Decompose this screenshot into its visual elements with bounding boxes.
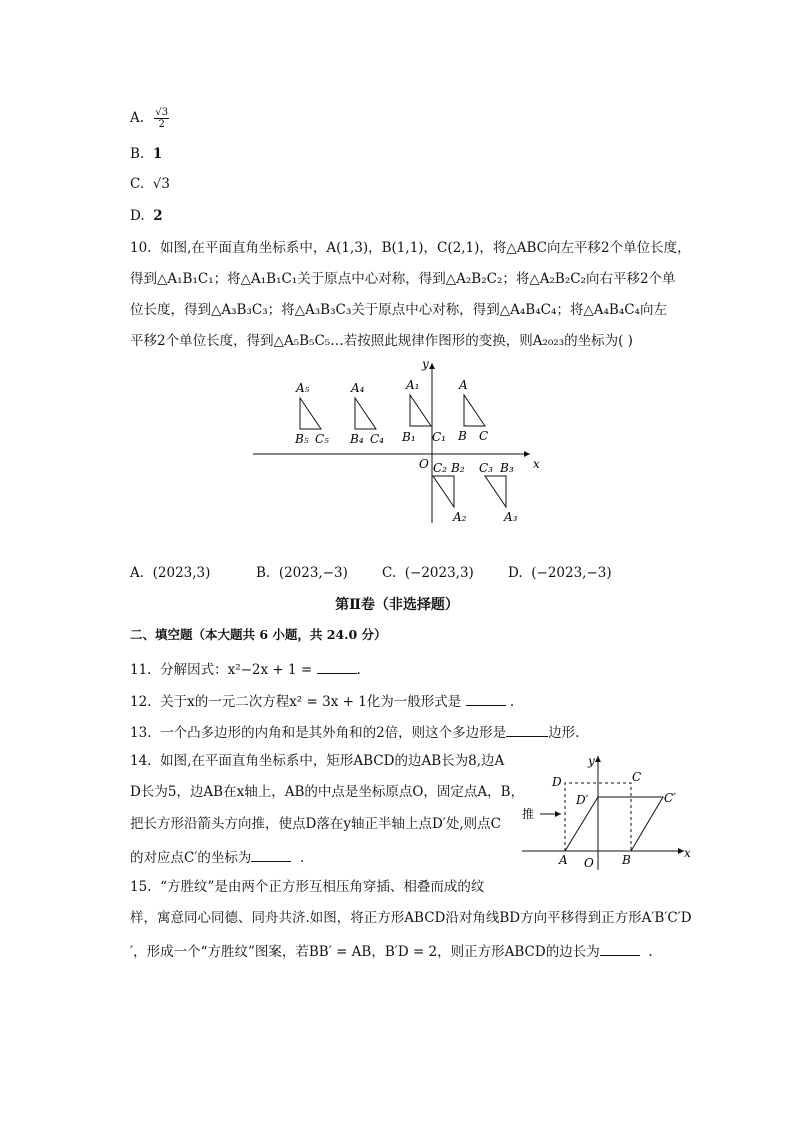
q14-x-label: x bbox=[684, 846, 691, 860]
label-c1: C₁ bbox=[432, 430, 446, 444]
label-b: B bbox=[458, 429, 467, 443]
label-c5: C₅ bbox=[315, 432, 329, 446]
q10-line4: 平移2个单位长度，得到△A₅B₅C₅…若按照此规律作图形的变换，则A₂₀₂₃的坐标为( ) bbox=[130, 333, 633, 349]
label-d-prime: D′ bbox=[576, 793, 589, 807]
q15-line1: 15. “方胜纹”是由两个正方形互相压角穿插、相叠而成的纹 bbox=[130, 879, 485, 895]
q9-option-b: B. 1 bbox=[130, 146, 163, 162]
q14-y-label: y bbox=[588, 754, 595, 768]
q10-y-label: y bbox=[422, 358, 429, 371]
label-b5: B₅ bbox=[295, 432, 309, 446]
label-b3: B₃ bbox=[500, 461, 514, 475]
q10-option-b: B. (2023,−3) bbox=[256, 565, 348, 581]
q14-rectangle-figure bbox=[518, 752, 693, 872]
triangle-abc bbox=[464, 395, 485, 426]
q15-line2: 样，寓意同心同德、同舟共济.如图，将正方形ABCD沿对角线BD方向平移得到正方形A′B′C′D bbox=[130, 910, 692, 926]
q15-line3: ′，形成一个“方胜纹”图案，若BB′ = AB，B′D = 2，则正方形ABCD的边长为 . bbox=[130, 944, 653, 960]
q14-line4: 的对应点C′的坐标为 . bbox=[130, 850, 305, 866]
label-c: C bbox=[632, 770, 642, 784]
q9-option-c: C. √3 bbox=[130, 176, 170, 192]
q10-x-label: x bbox=[533, 457, 540, 471]
q14-line1: 14. 如图,在平面直角坐标系中，矩形ABCD的边AB长为8,边A bbox=[130, 753, 505, 769]
q10-option-a: A. (2023,3) bbox=[130, 565, 211, 581]
triangle-a2b2c2 bbox=[433, 476, 454, 507]
section-title: 第Ⅱ卷（非选择题） bbox=[335, 597, 459, 613]
label-a1: A₁ bbox=[406, 378, 420, 392]
triangle-a1b1c1 bbox=[410, 395, 431, 426]
push-label: 推 bbox=[522, 807, 535, 821]
q10-coordinate-figure bbox=[250, 358, 550, 528]
q11: 11. 分解因式：x²−2x + 1 = . bbox=[130, 662, 361, 678]
label-a3: A₃ bbox=[504, 510, 518, 524]
label-c-prime: C′ bbox=[664, 791, 676, 805]
label-a4: A₄ bbox=[351, 381, 365, 395]
label-c4: C₄ bbox=[370, 432, 384, 446]
label-a2: A₂ bbox=[453, 510, 467, 524]
q9-option-a: A. $\frac{√3}{2}$ bbox=[130, 107, 169, 130]
label-a: A bbox=[459, 378, 468, 392]
label-c: C bbox=[479, 429, 489, 443]
section-subtitle: 二、填空题（本大题共 6 小题，共 24.0 分） bbox=[130, 627, 387, 642]
triangle-a4b4c4 bbox=[355, 398, 376, 429]
q13-answer-blank bbox=[506, 724, 548, 737]
q15-answer-blank bbox=[600, 943, 640, 956]
label-a: A bbox=[559, 853, 568, 867]
q10-line1: 10. 如图,在平面直角坐标系中，A(1,3)，B(1,1)，C(2,1)，将△ABC向左平移2个单位长度， bbox=[130, 240, 691, 256]
triangle-a5b5c5 bbox=[300, 398, 321, 429]
q14-line3: 把长方形沿箭头方向推，使点D落在y轴正半轴上点D′处,则点C bbox=[130, 816, 501, 832]
label-c3: C₃ bbox=[479, 461, 493, 475]
label-a5: A₅ bbox=[296, 381, 310, 395]
q13: 13. 一个凸多边形的内角和是其外角和的2倍，则这个多边形是 边形. bbox=[130, 725, 580, 741]
q14-line2: D长为5，边AB在x轴上，AB的中点是坐标原点O，固定点A，B， bbox=[130, 784, 525, 800]
q10-origin-label: O bbox=[419, 457, 429, 471]
label-b: B bbox=[622, 853, 631, 867]
q12-answer-blank bbox=[466, 693, 506, 706]
label-b4: B₄ bbox=[350, 432, 364, 446]
label-c2: C₂ bbox=[433, 461, 447, 475]
q10-line2: 得到△A₁B₁C₁；将△A₁B₁C₁关于原点中心对称，得到△A₂B₂C₂；将△A₂B₂C₂向右平移2个单 bbox=[130, 271, 676, 287]
q9-a-denominator: 2 bbox=[158, 119, 165, 130]
q9-a-numerator: √3 bbox=[155, 107, 169, 118]
label-b1: B₁ bbox=[402, 430, 416, 444]
q12: 12. 关于x的一元二次方程x² = 3x + 1化为一般形式是 . bbox=[130, 694, 515, 710]
q10-line3: 位长度，得到△A₃B₃C₃；将△A₃B₃C₃关于原点中心对称，得到△A₄B₄C₄；将△A₄B₄C₄向左 bbox=[130, 302, 667, 318]
triangle-a3b3c3 bbox=[485, 476, 506, 507]
q11-answer-blank bbox=[317, 661, 357, 674]
label-b2: B₂ bbox=[451, 461, 465, 475]
q14-answer-blank bbox=[251, 849, 291, 862]
q10-option-d: D. (−2023,−3) bbox=[508, 565, 612, 581]
q10-option-c: C. (−2023,3) bbox=[382, 565, 474, 581]
q14-origin-label: O bbox=[584, 856, 594, 870]
q9-option-d: D. 2 bbox=[130, 208, 163, 224]
label-d: D bbox=[552, 775, 562, 789]
